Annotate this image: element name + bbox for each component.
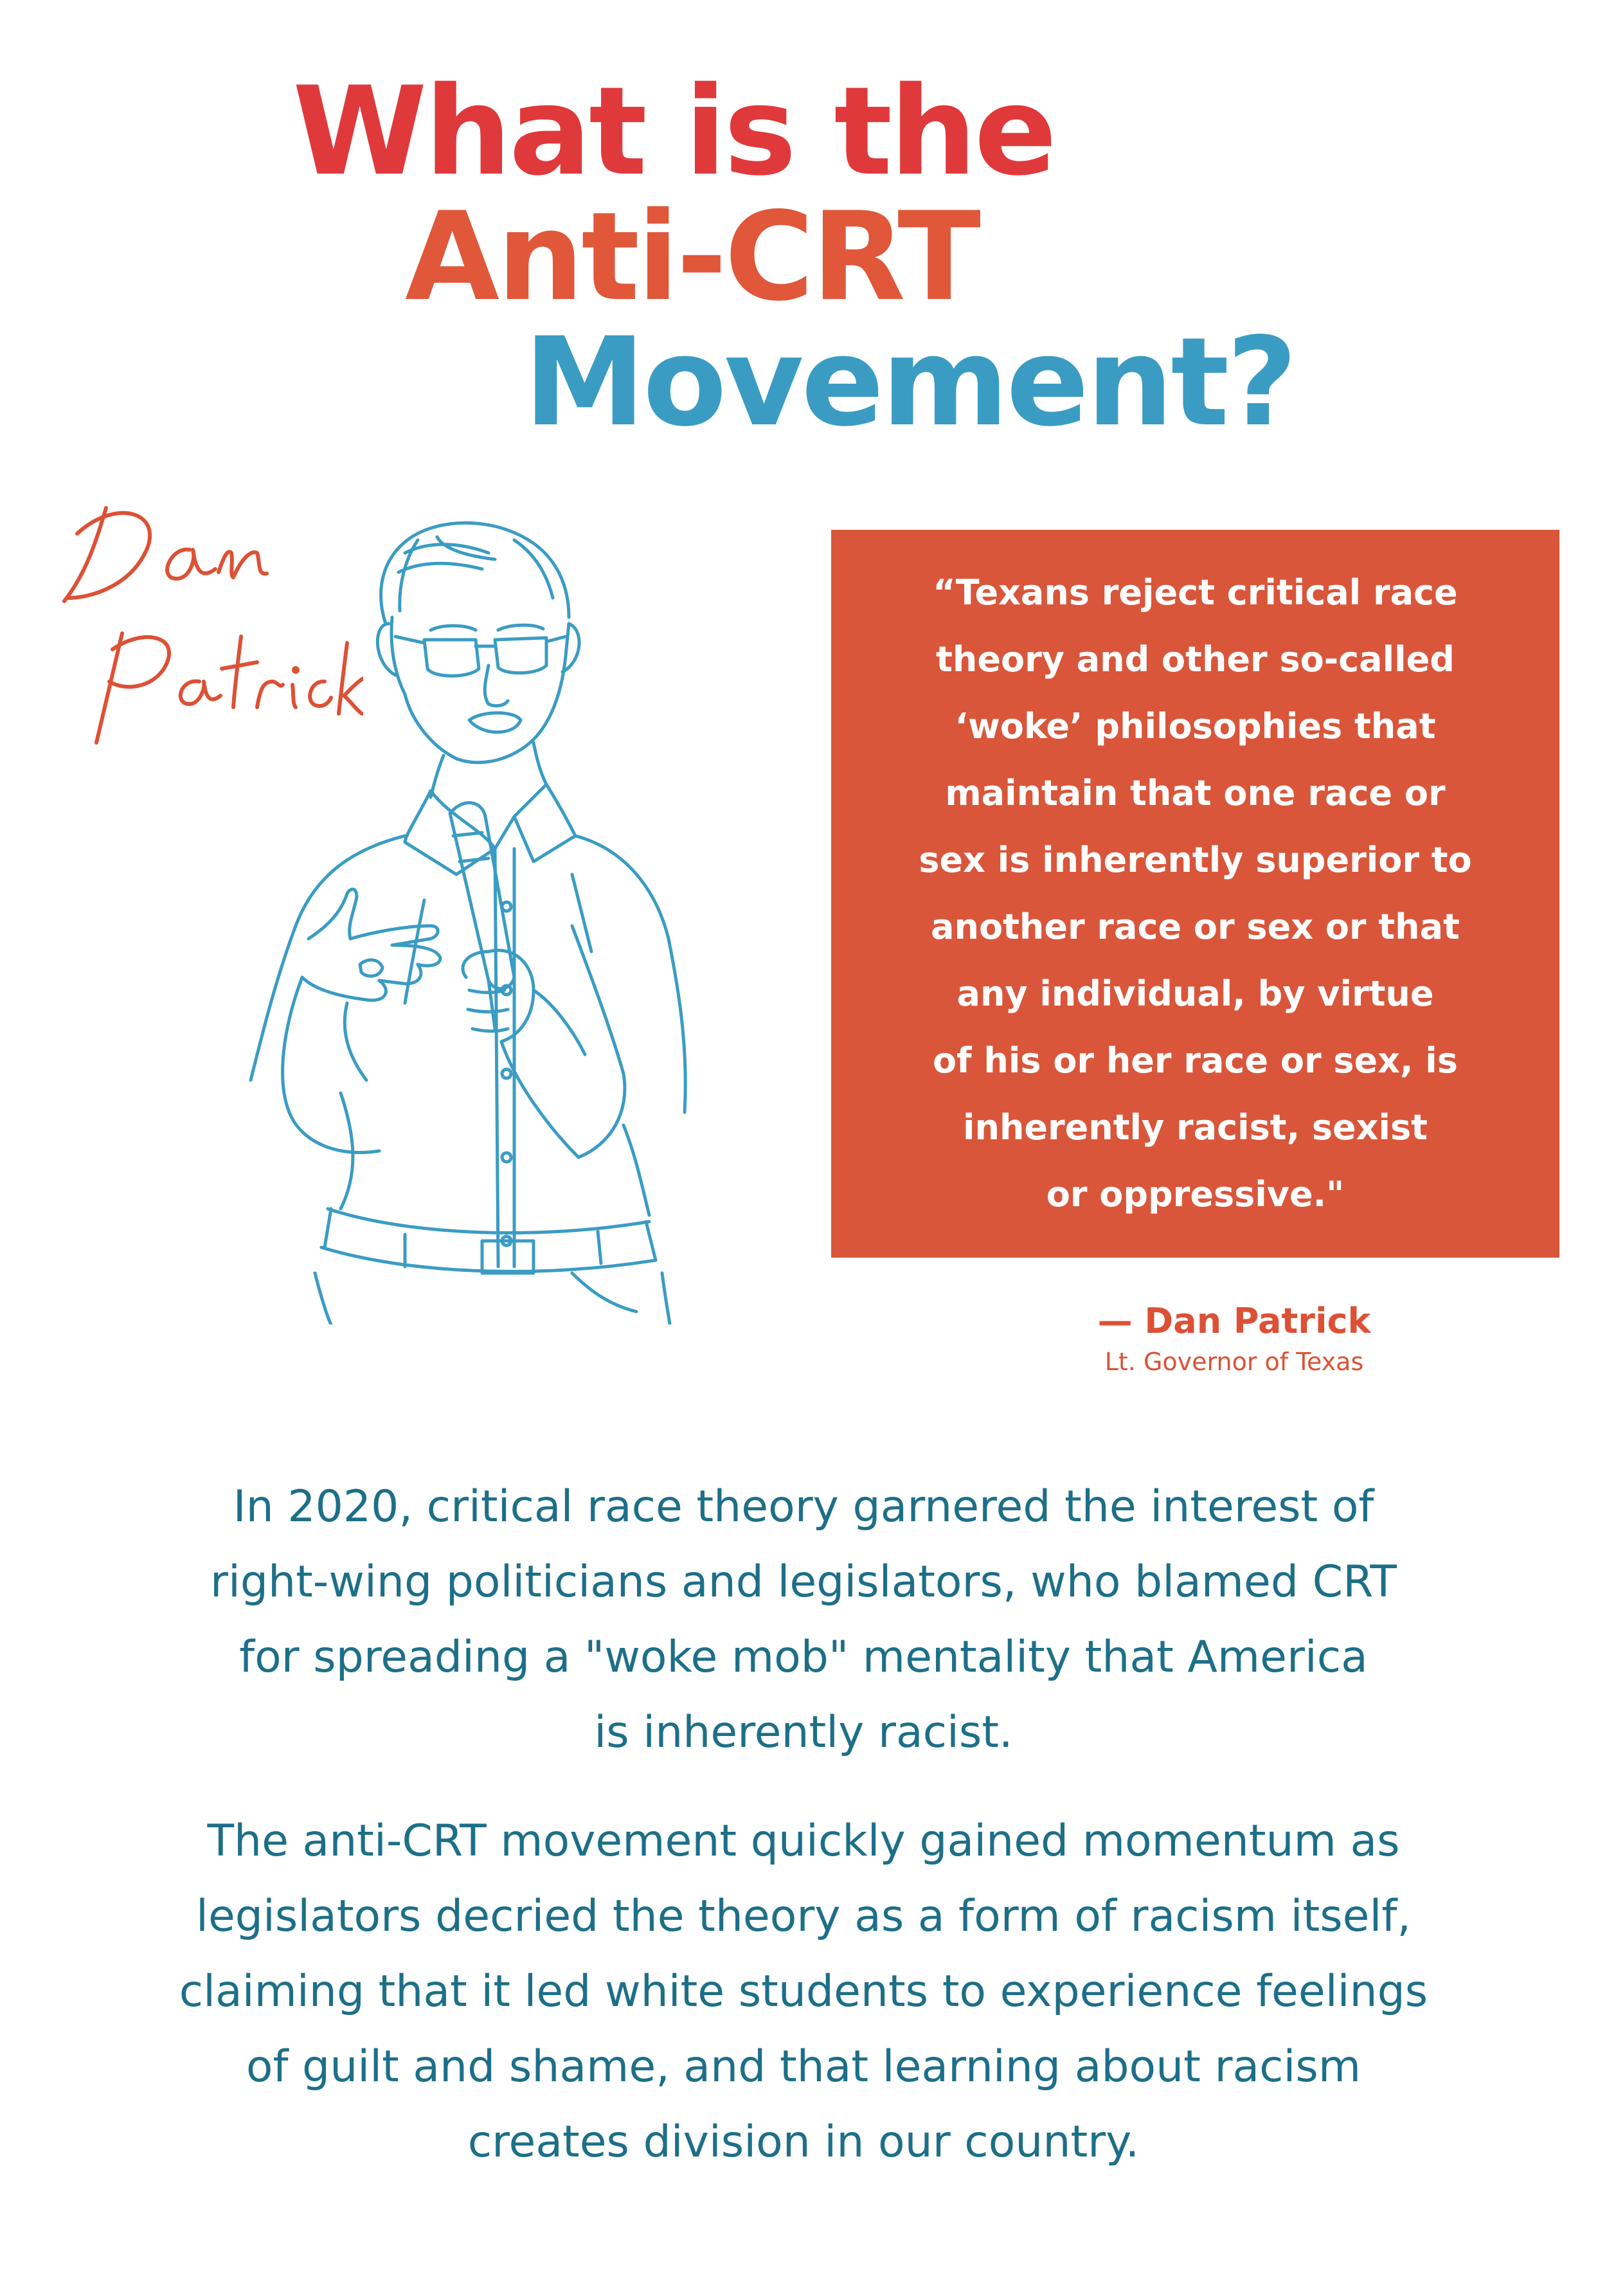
- page-title: [0, 0, 1607, 463]
- body-line: claiming that it led white students to experience feelings: [179, 1966, 1428, 2017]
- body-line: of guilt and shame, and that learning about racism: [246, 2041, 1361, 2092]
- quote-line: maintain that one race or: [945, 773, 1446, 813]
- quote-line: of his or her race or sex, is: [933, 1040, 1458, 1081]
- body-paragraph-1: [32, 1469, 1575, 1770]
- quote-line: ‘woke’ philosophies that: [955, 706, 1436, 746]
- title-line-2: Anti-CRT: [405, 186, 978, 328]
- body-line: is inherently racist.: [594, 1707, 1013, 1758]
- quote-line: theory and other so-called: [936, 639, 1455, 680]
- body-paragraph-2: [32, 1803, 1575, 2180]
- body-line: The anti-CRT movement quickly gained momentum as: [207, 1816, 1400, 1867]
- quote-line: sex is inherently superior to: [919, 840, 1472, 880]
- title-line-1: What is the: [292, 60, 1055, 203]
- quote-line: or oppressive.": [1046, 1174, 1345, 1215]
- attribution-name: — Dan Patrick: [1097, 1301, 1371, 1341]
- body-line: right-wing politicians and legislators, who blamed CRT: [210, 1557, 1397, 1607]
- quote-box: [831, 530, 1559, 1258]
- portrait-illustration: [212, 514, 720, 1324]
- title-line-3: Movement?: [524, 311, 1295, 453]
- quote-line: “Texans reject critical race: [933, 572, 1458, 613]
- attribution-role: Lt. Governor of Texas: [1104, 1348, 1364, 1376]
- body-line: for spreading a "woke mob" mentality that America: [239, 1632, 1368, 1683]
- body-line: creates division in our country.: [467, 2117, 1140, 2167]
- quote-attribution: [1003, 1299, 1466, 1380]
- body-line: In 2020, critical race theory garnered the interest of: [233, 1481, 1374, 1532]
- quote-line: inherently racist, sexist: [963, 1107, 1428, 1148]
- quote-line: any individual, by virtue: [956, 973, 1434, 1014]
- body-line: legislators decried the theory as a form of racism itself,: [196, 1891, 1411, 1942]
- quote-line: another race or sex or that: [931, 907, 1460, 947]
